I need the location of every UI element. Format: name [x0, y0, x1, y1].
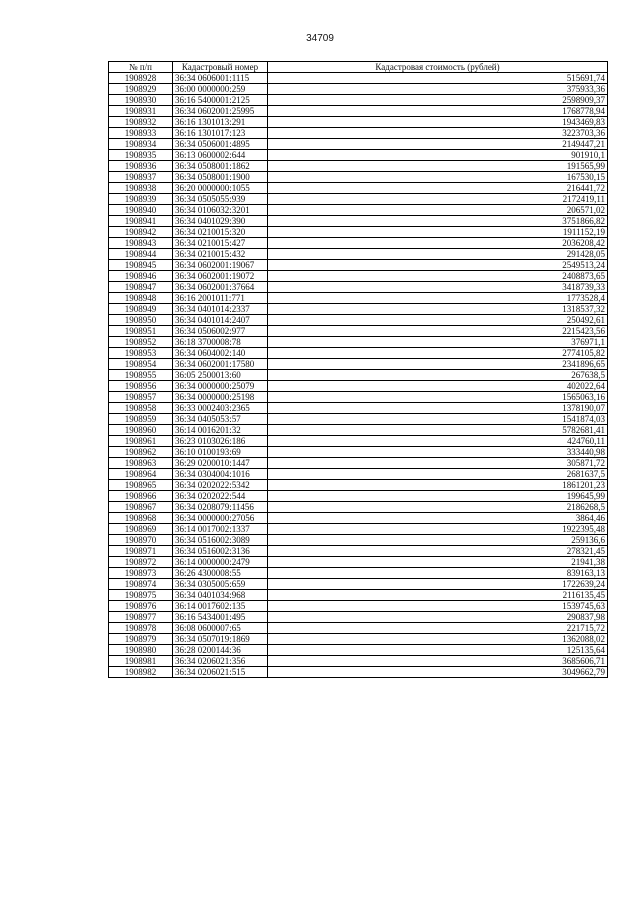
cadastral-number-cell: 36:34 0506001:4895: [173, 139, 268, 150]
cadastral-number-cell: 36:34 0206021:356: [173, 656, 268, 667]
cadastral-number-cell: 36:34 0508001:1900: [173, 172, 268, 183]
table-row: [109, 480, 608, 491]
cadastral-number-cell: 36:13 0600002:644: [173, 150, 268, 161]
cadastral-value-cell: 1768778,94: [268, 106, 608, 117]
row-number-cell: 1908962: [109, 447, 173, 458]
cadastral-number-cell: 36:34 0000000:25079: [173, 381, 268, 392]
cadastral-value-table: [108, 61, 608, 678]
cadastral-number-cell: 36:10 0100193:69: [173, 447, 268, 458]
row-number-cell: 1908939: [109, 194, 173, 205]
cadastral-value-cell: 305871,72: [268, 458, 608, 469]
cadastral-number-cell: 36:34 0401029:390: [173, 216, 268, 227]
row-number-cell: 1908957: [109, 392, 173, 403]
header-row-number: № п/п: [109, 62, 173, 73]
row-number-cell: 1908947: [109, 282, 173, 293]
cadastral-value-cell: 333440,98: [268, 447, 608, 458]
cadastral-number-cell: 36:16 2001011:771: [173, 293, 268, 304]
cadastral-value-cell: 3049662,79: [268, 667, 608, 678]
cadastral-value-cell: 2149447,21: [268, 139, 608, 150]
row-number-cell: 1908968: [109, 513, 173, 524]
cadastral-number-cell: 36:34 0602001:19067: [173, 260, 268, 271]
table-row: [109, 205, 608, 216]
table-row: [109, 271, 608, 282]
cadastral-value-cell: 2774105,82: [268, 348, 608, 359]
cadastral-number-cell: 36:18 3700008:78: [173, 337, 268, 348]
cadastral-number-cell: 36:34 0000000:25198: [173, 392, 268, 403]
cadastral-number-cell: 36:34 0602001:19072: [173, 271, 268, 282]
cadastral-number-cell: 36:34 0106032:3201: [173, 205, 268, 216]
row-number-cell: 1908974: [109, 579, 173, 590]
table-row: [109, 656, 608, 667]
table-row: [109, 348, 608, 359]
table-row: [109, 458, 608, 469]
table-row: [109, 326, 608, 337]
row-number-cell: 1908951: [109, 326, 173, 337]
table-row: [109, 425, 608, 436]
cadastral-number-cell: 36:34 0606001:1115: [173, 73, 268, 84]
table-row: [109, 183, 608, 194]
cadastral-number-cell: 36:16 5434001:495: [173, 612, 268, 623]
table-row: [109, 282, 608, 293]
cadastral-number-cell: 36:34 0202022:5342: [173, 480, 268, 491]
cadastral-number-cell: 36:16 5400001:2125: [173, 95, 268, 106]
table-row: [109, 667, 608, 678]
row-number-cell: 1908940: [109, 205, 173, 216]
table-row: [109, 491, 608, 502]
table-row: [109, 84, 608, 95]
cadastral-value-cell: 2116135,45: [268, 590, 608, 601]
cadastral-value-cell: 1362088,02: [268, 634, 608, 645]
cadastral-value-cell: 167530,15: [268, 172, 608, 183]
cadastral-number-cell: 36:34 0405053:57: [173, 414, 268, 425]
row-number-cell: 1908965: [109, 480, 173, 491]
cadastral-number-cell: 36:16 1301017:123: [173, 128, 268, 139]
table-row: [109, 293, 608, 304]
table-row: [109, 469, 608, 480]
row-number-cell: 1908976: [109, 601, 173, 612]
table-row: [109, 238, 608, 249]
cadastral-number-cell: 36:34 0401014:2337: [173, 304, 268, 315]
cadastral-value-cell: 2341896,65: [268, 359, 608, 370]
table-row: [109, 106, 608, 117]
row-number-cell: 1908937: [109, 172, 173, 183]
cadastral-number-cell: 36:26 4300008:55: [173, 568, 268, 579]
table-row: [109, 634, 608, 645]
cadastral-number-cell: 36:34 0208079:11456: [173, 502, 268, 513]
cadastral-number-cell: 36:34 0304004:1016: [173, 469, 268, 480]
cadastral-number-cell: 36:34 0401034:968: [173, 590, 268, 601]
cadastral-value-cell: 125135,64: [268, 645, 608, 656]
row-number-cell: 1908955: [109, 370, 173, 381]
row-number-cell: 1908932: [109, 117, 173, 128]
cadastral-value-cell: 1773528,4: [268, 293, 608, 304]
row-number-cell: 1908944: [109, 249, 173, 260]
table-row: [109, 95, 608, 106]
cadastral-number-cell: 36:23 0103026:186: [173, 436, 268, 447]
cadastral-value-cell: 2186268,5: [268, 502, 608, 513]
cadastral-value-cell: 290837,98: [268, 612, 608, 623]
page-number: 34709: [306, 33, 334, 44]
row-number-cell: 1908941: [109, 216, 173, 227]
cadastral-value-cell: 3223703,36: [268, 128, 608, 139]
cadastral-value-cell: 1318537,32: [268, 304, 608, 315]
table-row: [109, 590, 608, 601]
table-row: [109, 623, 608, 634]
cadastral-number-cell: 36:34 0401014:2407: [173, 315, 268, 326]
row-number-cell: 1908946: [109, 271, 173, 282]
cadastral-number-cell: 36:34 0000000:27056: [173, 513, 268, 524]
row-number-cell: 1908967: [109, 502, 173, 513]
table-row: [109, 502, 608, 513]
cadastral-value-cell: 291428,05: [268, 249, 608, 260]
cadastral-number-cell: 36:34 0516002:3089: [173, 535, 268, 546]
table-row: [109, 645, 608, 656]
row-number-cell: 1908953: [109, 348, 173, 359]
table-row: [109, 161, 608, 172]
cadastral-value-cell: 259136,6: [268, 535, 608, 546]
cadastral-value-cell: 375933,36: [268, 84, 608, 95]
cadastral-value-cell: 2036208,42: [268, 238, 608, 249]
table-row: [109, 557, 608, 568]
table-header-row: [109, 62, 608, 73]
cadastral-value-cell: 1378190,07: [268, 403, 608, 414]
row-number-cell: 1908966: [109, 491, 173, 502]
row-number-cell: 1908945: [109, 260, 173, 271]
cadastral-value-cell: 267638,5: [268, 370, 608, 381]
cadastral-number-cell: 36:34 0210015:427: [173, 238, 268, 249]
row-number-cell: 1908960: [109, 425, 173, 436]
cadastral-value-cell: 199645,99: [268, 491, 608, 502]
cadastral-value-cell: 2408873,65: [268, 271, 608, 282]
row-number-cell: 1908975: [109, 590, 173, 601]
table-row: [109, 337, 608, 348]
table-row: [109, 227, 608, 238]
table-row: [109, 304, 608, 315]
table-row: [109, 128, 608, 139]
cadastral-number-cell: 36:14 0017002:1337: [173, 524, 268, 535]
row-number-cell: 1908931: [109, 106, 173, 117]
row-number-cell: 1908961: [109, 436, 173, 447]
cadastral-number-cell: 36:34 0604002:140: [173, 348, 268, 359]
cadastral-number-cell: 36:05 2500013:60: [173, 370, 268, 381]
cadastral-value-cell: 2681637,5: [268, 469, 608, 480]
table-row: [109, 414, 608, 425]
cadastral-number-cell: 36:16 1301013:291: [173, 117, 268, 128]
cadastral-value-cell: 206571,02: [268, 205, 608, 216]
row-number-cell: 1908954: [109, 359, 173, 370]
table-row: [109, 172, 608, 183]
row-number-cell: 1908949: [109, 304, 173, 315]
table-row: [109, 359, 608, 370]
cadastral-value-cell: 3418739,33: [268, 282, 608, 293]
cadastral-number-cell: 36:34 0206021:515: [173, 667, 268, 678]
table-row: [109, 524, 608, 535]
table-row: [109, 260, 608, 271]
cadastral-value-cell: 1922395,48: [268, 524, 608, 535]
row-number-cell: 1908933: [109, 128, 173, 139]
cadastral-number-cell: 36:34 0516002:3136: [173, 546, 268, 557]
cadastral-value-cell: 21941,38: [268, 557, 608, 568]
row-number-cell: 1908948: [109, 293, 173, 304]
cadastral-value-cell: 1539745,63: [268, 601, 608, 612]
cadastral-number-cell: 36:33 0002403:2365: [173, 403, 268, 414]
cadastral-number-cell: 36:34 0602001:17580: [173, 359, 268, 370]
row-number-cell: 1908973: [109, 568, 173, 579]
cadastral-value-cell: 376971,1: [268, 337, 608, 348]
cadastral-value-cell: 216441,72: [268, 183, 608, 194]
row-number-cell: 1908942: [109, 227, 173, 238]
cadastral-value-cell: 3751866,82: [268, 216, 608, 227]
cadastral-value-cell: 1722639,24: [268, 579, 608, 590]
cadastral-value-cell: 1861201,23: [268, 480, 608, 491]
row-number-cell: 1908963: [109, 458, 173, 469]
cadastral-value-cell: 3864,46: [268, 513, 608, 524]
cadastral-number-cell: 36:20 0000000:1055: [173, 183, 268, 194]
row-number-cell: 1908929: [109, 84, 173, 95]
table-row: [109, 315, 608, 326]
table-row: [109, 436, 608, 447]
row-number-cell: 1908934: [109, 139, 173, 150]
cadastral-number-cell: 36:34 0210015:320: [173, 227, 268, 238]
cadastral-value-cell: 402022,64: [268, 381, 608, 392]
table-row: [109, 381, 608, 392]
cadastral-value-cell: 1911152,19: [268, 227, 608, 238]
row-number-cell: 1908979: [109, 634, 173, 645]
row-number-cell: 1908952: [109, 337, 173, 348]
row-number-cell: 1908982: [109, 667, 173, 678]
row-number-cell: 1908950: [109, 315, 173, 326]
table-row: [109, 403, 608, 414]
row-number-cell: 1908930: [109, 95, 173, 106]
cadastral-value-cell: 2549513,24: [268, 260, 608, 271]
cadastral-number-cell: 36:08 0600007:65: [173, 623, 268, 634]
table-row: [109, 150, 608, 161]
table-row: [109, 73, 608, 84]
cadastral-number-cell: 36:34 0506002:977: [173, 326, 268, 337]
row-number-cell: 1908981: [109, 656, 173, 667]
row-number-cell: 1908935: [109, 150, 173, 161]
cadastral-number-cell: 36:14 0016201:32: [173, 425, 268, 436]
table-row: [109, 216, 608, 227]
cadastral-value-cell: 3685606,71: [268, 656, 608, 667]
row-number-cell: 1908964: [109, 469, 173, 480]
table-row: [109, 579, 608, 590]
table-row: [109, 117, 608, 128]
table-row: [109, 612, 608, 623]
header-cadastral-number: Кадастровый номер: [173, 62, 268, 73]
cadastral-number-cell: 36:28 0200144:36: [173, 645, 268, 656]
row-number-cell: 1908938: [109, 183, 173, 194]
table-row: [109, 370, 608, 381]
cadastral-value-cell: 515691,74: [268, 73, 608, 84]
cadastral-number-cell: 36:34 0602001:25995: [173, 106, 268, 117]
row-number-cell: 1908936: [109, 161, 173, 172]
header-cadastral-value: Кадастровая стоимость (рублей): [268, 62, 608, 73]
cadastral-value-cell: 424760,11: [268, 436, 608, 447]
cadastral-value-cell: 901910,1: [268, 150, 608, 161]
cadastral-value-cell: 221715,72: [268, 623, 608, 634]
cadastral-number-cell: 36:34 0210015:432: [173, 249, 268, 260]
row-number-cell: 1908958: [109, 403, 173, 414]
table-row: [109, 601, 608, 612]
table-row: [109, 447, 608, 458]
cadastral-number-cell: 36:34 0505055:939: [173, 194, 268, 205]
cadastral-number-cell: 36:34 0508001:1862: [173, 161, 268, 172]
table-row: [109, 513, 608, 524]
cadastral-value-cell: 5782681,41: [268, 425, 608, 436]
cadastral-value-cell: 1943469,83: [268, 117, 608, 128]
cadastral-number-cell: 36:14 0000000:2479: [173, 557, 268, 568]
row-number-cell: 1908977: [109, 612, 173, 623]
table-row: [109, 139, 608, 150]
cadastral-number-cell: 36:14 0017602:135: [173, 601, 268, 612]
cadastral-value-cell: 250492,61: [268, 315, 608, 326]
cadastral-number-cell: 36:29 0200010:1447: [173, 458, 268, 469]
row-number-cell: 1908971: [109, 546, 173, 557]
cadastral-number-cell: 36:34 0602001:37664: [173, 282, 268, 293]
cadastral-value-cell: 839163,13: [268, 568, 608, 579]
cadastral-number-cell: 36:00 0000000:259: [173, 84, 268, 95]
table-row: [109, 392, 608, 403]
cadastral-value-cell: 278321,45: [268, 546, 608, 557]
table-row: [109, 194, 608, 205]
row-number-cell: 1908943: [109, 238, 173, 249]
cadastral-value-cell: 191565,99: [268, 161, 608, 172]
table-body: [109, 73, 608, 678]
cadastral-number-cell: 36:34 0305005:659: [173, 579, 268, 590]
row-number-cell: 1908980: [109, 645, 173, 656]
cadastral-number-cell: 36:34 0507019:1869: [173, 634, 268, 645]
cadastral-number-cell: 36:34 0202022:544: [173, 491, 268, 502]
table-row: [109, 568, 608, 579]
row-number-cell: 1908978: [109, 623, 173, 634]
row-number-cell: 1908970: [109, 535, 173, 546]
table-row: [109, 249, 608, 260]
row-number-cell: 1908956: [109, 381, 173, 392]
row-number-cell: 1908972: [109, 557, 173, 568]
cadastral-value-cell: 1565063,16: [268, 392, 608, 403]
row-number-cell: 1908928: [109, 73, 173, 84]
cadastral-value-cell: 2215423,56: [268, 326, 608, 337]
cadastral-value-cell: 2598909,37: [268, 95, 608, 106]
cadastral-value-cell: 1541874,03: [268, 414, 608, 425]
cadastral-value-cell: 2172419,11: [268, 194, 608, 205]
table-row: [109, 535, 608, 546]
table-row: [109, 546, 608, 557]
row-number-cell: 1908959: [109, 414, 173, 425]
row-number-cell: 1908969: [109, 524, 173, 535]
